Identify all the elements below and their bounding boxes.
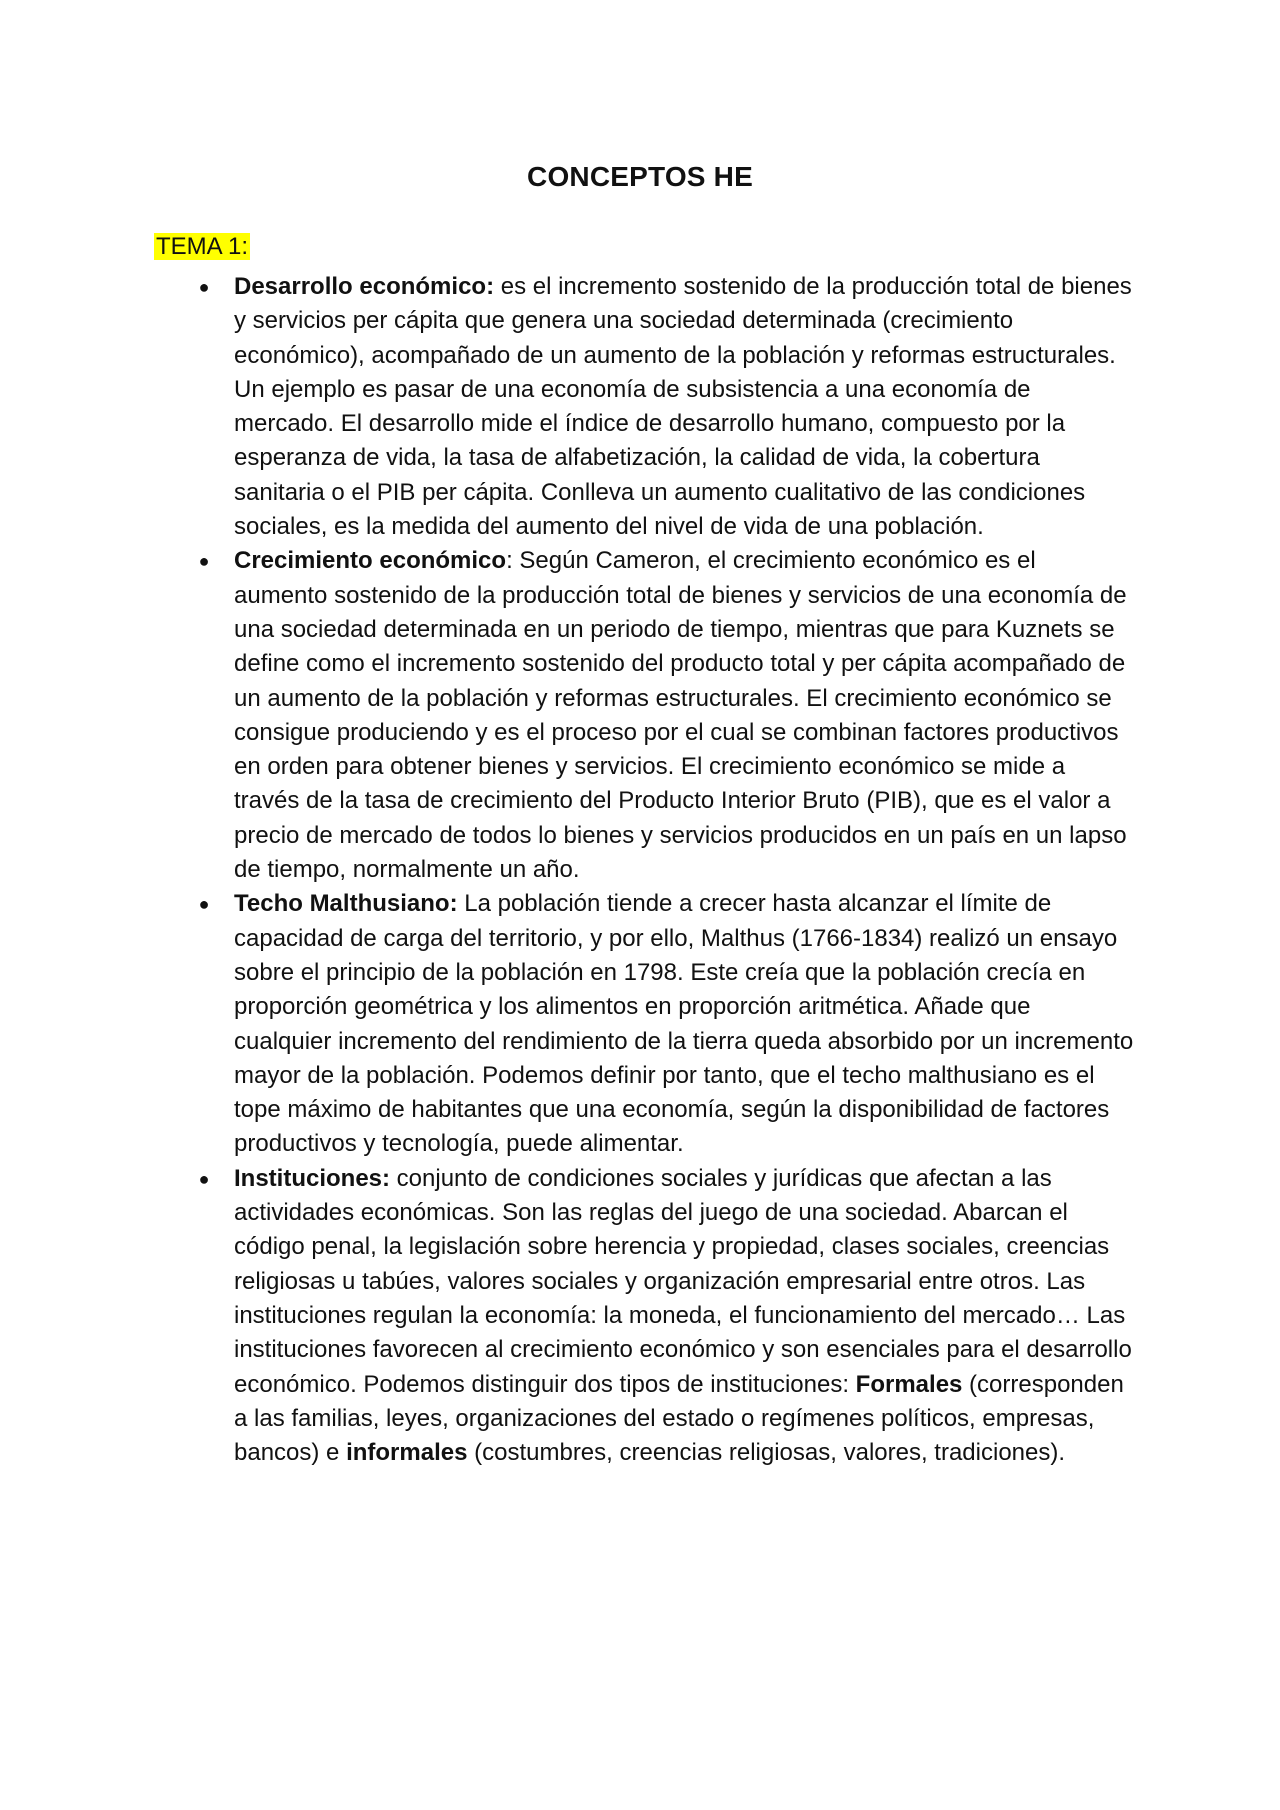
concepts-list [194, 270, 1134, 1470]
list-item-techo-malthusiano [194, 887, 1134, 1161]
term-label: Desarrollo económico: [234, 273, 495, 300]
list-item-crecimiento [194, 544, 1134, 887]
highlighted-section-label: TEMA 1: [156, 233, 249, 260]
formales-text: (corresponden a las familias, leyes, organizaciones del estado o regímenes políticos, empresas, bancos) e [234, 1370, 1124, 1467]
informales-text: (costumbres, creencias religiosas, valores, tradiciones). [467, 1439, 1066, 1467]
bullet-icon: ● [198, 277, 210, 297]
list-item-instituciones [194, 1162, 1134, 1471]
list-item-desarrollo [194, 270, 1134, 544]
term-label: Techo Malthusiano: [234, 890, 458, 918]
definition-text: La población tiende a crecer hasta alcanzar el límite de capacidad de carga del territorio, y por ello, Malthus (1766-1834) realizó un ensayo sobre el principio de la población en 1798. Este creía que la población crecía en proporción geométrica y los alimentos en proporción aritmética. Añade que cualquier incremento del rendimiento de la tierra queda absorbido por un incremento mayor de la población. Podemos definir por tanto, que el techo malthusiano es el tope máximo de habitantes que una economía, según la disponibilidad de factores productivos y tecnología, puede alimentar. [234, 890, 1134, 1158]
informales-label: informales [346, 1439, 468, 1467]
bullet-icon: ● [198, 551, 210, 572]
bullet-icon: ● [198, 1168, 210, 1189]
formales-label: Formales [855, 1370, 963, 1398]
term-label: Crecimiento económico [234, 547, 507, 575]
term-label: Instituciones: [234, 1164, 391, 1192]
definition-text: conjunto de condiciones sociales y jurídicas que afectan a las actividades económicas. Son las reglas del juego de una sociedad. Abarcan el código penal, la legislación sobre herencia y propiedad, clases sociales, creencias religiosas u tabúes, valores sociales y organización empresarial entre otros. Las instituciones regulan la economía: la moneda, el funcionamiento del mercado… Las instituciones favorecen al crecimiento económico y son esenciales para el desarrollo económico. Podemos distinguir dos tipos de instituciones: [234, 1164, 1132, 1398]
definition-text: es el incremento sostenido de la producción total de bienes y servicios per cápita que genera una sociedad determinada (crecimiento económico), acompañado de un aumento de la población y reformas estructurales. Un ejemplo es pasar de una economía de subsistencia a una economía de mercado. El desarrollo mide el índice de desarrollo humano, compuesto por la esperanza de vida, la tasa de alfabetización, la calidad de vida, la cobertura sanitaria o el PIB per cápita. Conlleva un aumento cualitativo de las condiciones sociales, es la medida del aumento del nivel de vida de una población. [234, 273, 1132, 541]
page-title: CONCEPTOS HE [527, 161, 753, 192]
section-label [154, 232, 250, 262]
definition-text: : Según Cameron, el crecimiento económico es el aumento sostenido de la producción total de bienes y servicios de una economía de una sociedad determinada en un periodo de tiempo, mientras que para Kuznets se define como el incremento sostenido del producto total y per cápita acompañado de un aumento de la población y reformas estructurales. El crecimiento económico se consigue produciendo y es el proceso por el cual se combinan factores productivos en orden para obtener bienes y servicios. El crecimiento económico se mide a través de la tasa de crecimiento del Producto Interior Bruto (PIB), que es el valor a precio de mercado de todos lo bienes y servicios producidos en un país en un lapso de tiempo, normalmente un año. [234, 547, 1127, 884]
bullet-icon: ● [198, 894, 210, 915]
